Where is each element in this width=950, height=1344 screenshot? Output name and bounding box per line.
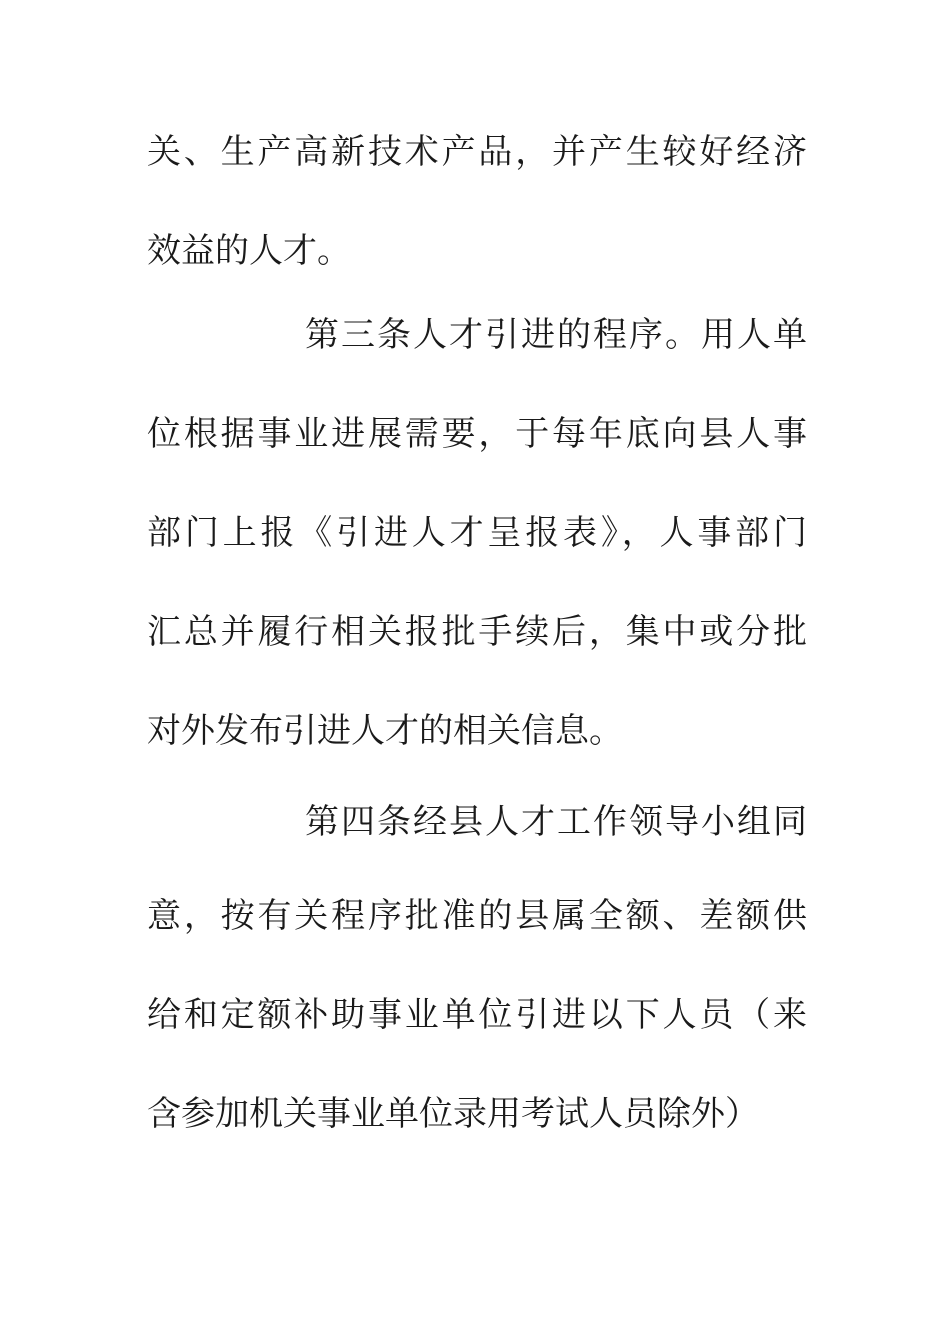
text-line: 含参加机关事业单位录用考试人员除外） [147, 1094, 759, 1134]
text-line: 对外发布引进人才的相关信息。 [147, 711, 623, 751]
text-line: 汇总并履行相关报批手续后，集中或分批 [147, 612, 807, 652]
text-line: 意，按有关程序批准的县属全额、差额供 [147, 896, 807, 936]
text-line: 部门上报《引进人才呈报表》，人事部门 [147, 513, 807, 553]
paragraph-heading-line: 第三条人才引进的程序。用人单 [305, 315, 807, 355]
text-line: 给和定额补助事业单位引进以下人员（来 [147, 995, 807, 1035]
paragraph-heading-line: 第四条经县人才工作领导小组同 [305, 802, 807, 842]
text-line: 效益的人才。 [147, 231, 351, 271]
text-line: 位根据事业进展需要，于每年底向县人事 [147, 414, 807, 454]
text-line: 关、生产高新技术产品，并产生较好经济 [147, 132, 807, 172]
